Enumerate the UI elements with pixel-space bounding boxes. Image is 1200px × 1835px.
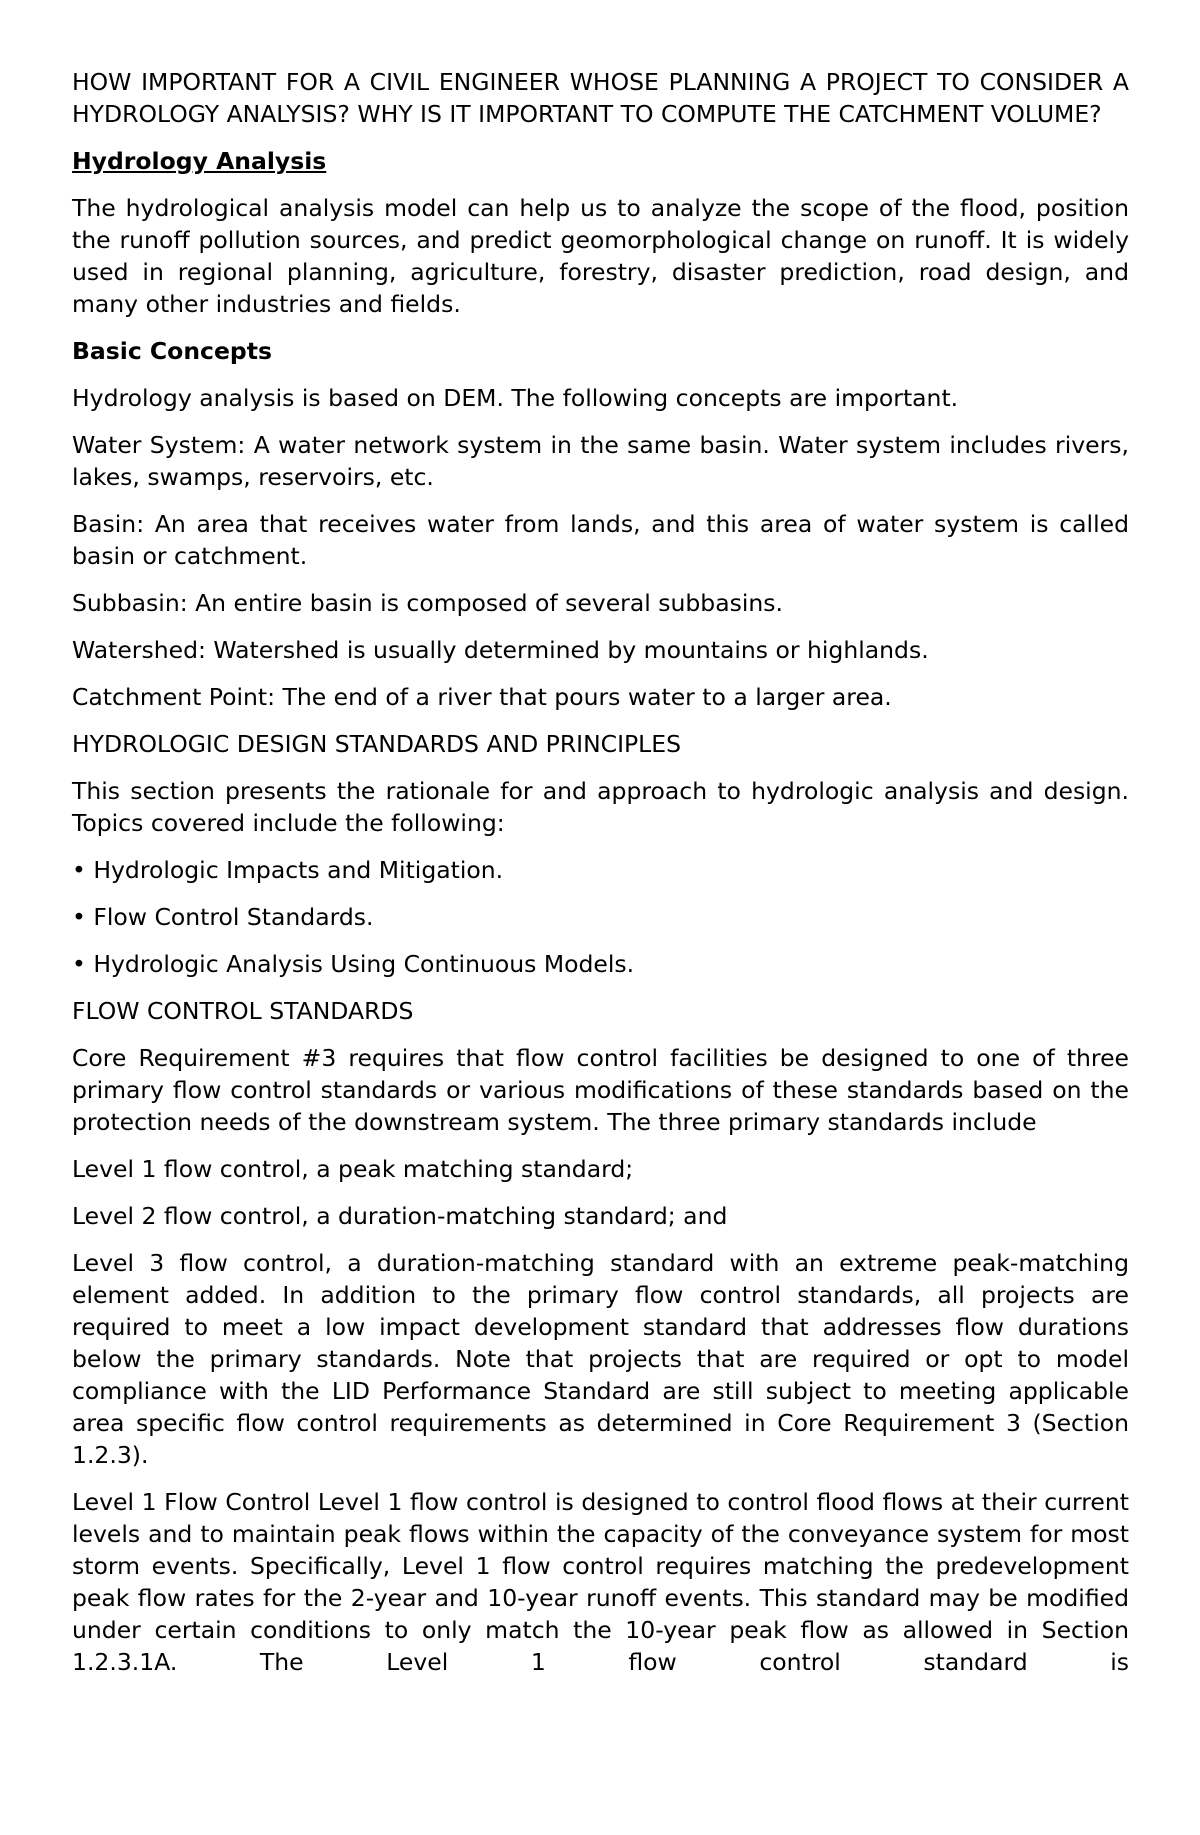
topic-bullet-item: • Hydrologic Analysis Using Continuous Models. xyxy=(72,948,1129,980)
level-3-standard: Level 3 flow control, a duration-matching standard with an extreme peak-matching element added. In addition to the primary flow control standards, all projects are required to meet a low impact development standard that addresses flow durations below the primary standards. Note that projects that are required or opt to model compliance with the LID Performance Standard are still subject to meeting applicable area specific flow control requirements as determined in Core Requirement 3 (Section 1.2.3). xyxy=(72,1249,1129,1469)
flow-control-intro: Core Requirement #3 requires that flow control facilities be designed to one of three primary flow control standards or various modifications of these standards based on the protection needs of the downstream system. The three primary standards include xyxy=(72,1044,1129,1136)
topic-bullet-item: • Flow Control Standards. xyxy=(72,901,1129,933)
hydrology-analysis-heading: Hydrology Analysis xyxy=(72,147,327,175)
concept-water-system: Water System: A water network system in the same basin. Water system includes rivers, lakes, swamps, reservoirs, etc. xyxy=(72,431,1129,491)
flow-control-heading: FLOW CONTROL STANDARDS xyxy=(72,997,414,1025)
level-1-detail-paragraph: Level 1 Flow Control Level 1 flow control is designed to control flood flows at their current levels and to maintain peak flows within the capacity of the conveyance system for most storm events. Specifically, Level 1 flow control requires matching the predevelopment peak flow rates for the 2-year and 10-year runoff events. This standard may be modified under certain conditions to only match the 10-year peak flow as allowed in Section 1.2.3.1A. The Level 1 flow control standard is xyxy=(72,1488,1129,1676)
concept-subbasin: Subbasin: An entire basin is composed of several subbasins. xyxy=(72,589,783,617)
concept-catchment-point: Catchment Point: The end of a river that pours water to a larger area. xyxy=(72,683,892,711)
concept-basin: Basin: An area that receives water from lands, and this area of water system is called basin or catchment. xyxy=(72,510,1129,570)
basic-concepts-heading: Basic Concepts xyxy=(72,337,272,365)
design-standards-intro: This section presents the rationale for and approach to hydrologic analysis and design. Topics covered include the following: xyxy=(72,777,1129,837)
level-2-standard: Level 2 flow control, a duration-matching standard; and xyxy=(72,1202,728,1230)
topic-bullet-item: • Hydrologic Impacts and Mitigation. xyxy=(72,854,1129,886)
question-heading: HOW IMPORTANT FOR A CIVIL ENGINEER WHOSE PLANNING A PROJECT TO CONSIDER A HYDROLOGY ANALYSIS? WHY IS IT IMPORTANT TO COMPUTE THE CATCHMENT VOLUME? xyxy=(72,68,1129,128)
concept-watershed: Watershed: Watershed is usually determined by mountains or highlands. xyxy=(72,636,929,664)
design-standards-heading: HYDROLOGIC DESIGN STANDARDS AND PRINCIPLES xyxy=(72,730,682,758)
hydrology-intro-paragraph: The hydrological analysis model can help us to analyze the scope of the flood, position the runoff pollution sources, and predict geomorphological change on runoff. It is widely used in regional planning, agriculture, forestry, disaster prediction, road design, and many other industries and fields. xyxy=(72,194,1129,318)
level-1-standard: Level 1 flow control, a peak matching standard; xyxy=(72,1155,634,1183)
document-page xyxy=(72,66,1129,1693)
basic-concepts-intro: Hydrology analysis is based on DEM. The following concepts are important. xyxy=(72,384,959,412)
